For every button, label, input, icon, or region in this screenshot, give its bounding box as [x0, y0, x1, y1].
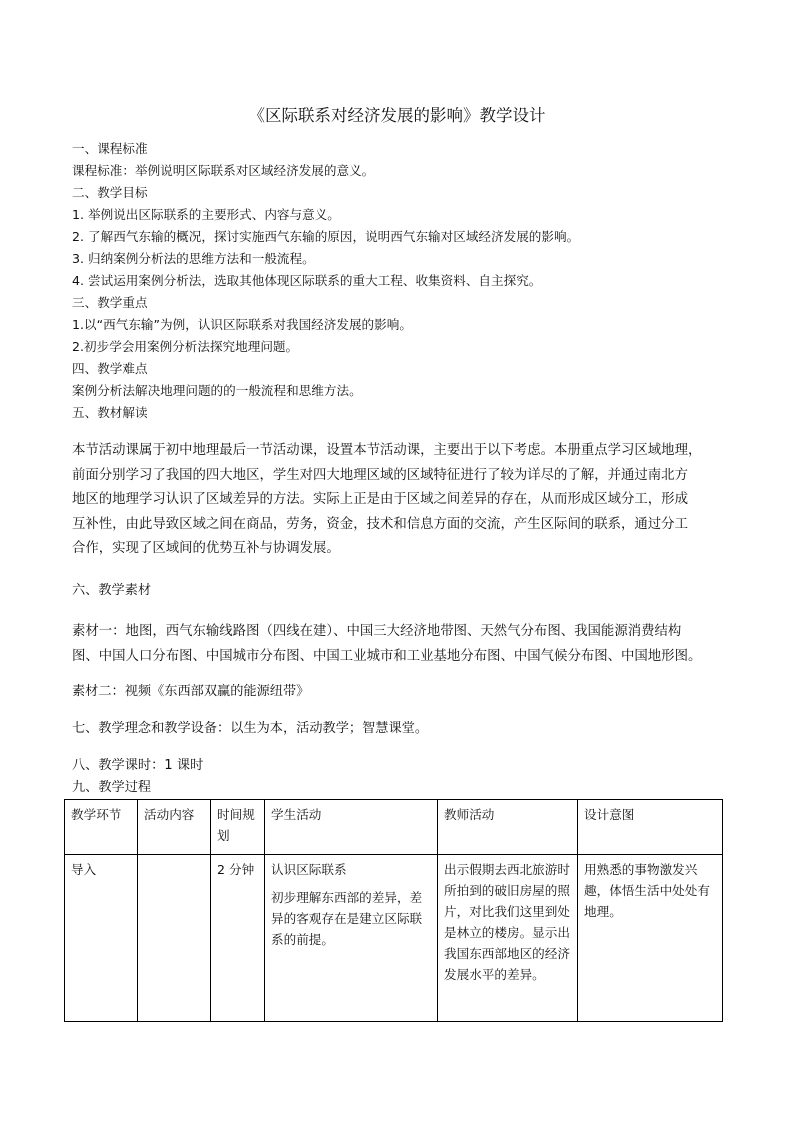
paragraph-line: 互补性，由此导致区域之间在商品，劳务，资金，技术和信息方面的交流，产生区际间的联系，通过分工 [72, 516, 688, 532]
section-philosophy-equipment: 七、教学理念和教学设备：以生为本，活动教学；智慧课堂。 [72, 721, 429, 736]
paragraph-line: 合作，实现了区域间的优势互补与协调发展。 [72, 541, 340, 556]
material-one-paragraph [72, 620, 724, 669]
header-cell-content: 活动内容 [138, 800, 211, 855]
difficulty-text: 案例分析法解决地理问题的的一般流程和思维方法。 [72, 383, 362, 398]
paragraph-line: 图、中国人口分布图、中国城市分布图、中国工业城市和工业基地分布图、中国气候分布图、中国地形图。 [72, 648, 702, 664]
teaching-process-table [64, 799, 723, 1022]
section-heading-textbook: 五、教材解读 [72, 405, 148, 420]
key-point-item: 1.以“西气东输”为例，认识区际联系对我国经济发展的影响。 [72, 317, 412, 332]
material-two-text: 素材二：视频《东西部双赢的能源纽带》 [72, 684, 310, 699]
section-class-hours: 八、教学课时：1 课时 [72, 758, 204, 773]
objective-item: 1. 举例说出区际联系的主要形式、内容与意义。 [72, 207, 340, 222]
curriculum-standard-text: 课程标准：举例说明区际联系对区域经济发展的意义。 [72, 163, 375, 178]
section-heading-key-points: 三、教学重点 [72, 295, 148, 310]
student-activity-title: 认识区际联系 [271, 862, 347, 877]
paragraph-line: 本节活动课属于初中地理最后一节活动课，设置本节活动课，主要出于以下考虑。本册重点学习区域地理， [72, 443, 702, 458]
paragraph-line: 前面分别学习了我国的四大地区，学生对四大地理区域的区域特征进行了较为详尽的了解，并通过南北方 [72, 467, 688, 483]
cell-content [138, 855, 211, 1022]
document-title: 《区际联系对经济发展的影响》教学设计 [248, 106, 546, 125]
header-cell-stage: 教学环节 [65, 800, 138, 855]
section-heading-process: 九、教学过程 [72, 780, 152, 795]
textbook-interpretation-paragraph [72, 439, 724, 562]
cell-intent: 用熟悉的事物激发兴趣，体悟生活中处处有地理。 [578, 855, 723, 1022]
paragraph-line: 地区的地理学习认识了区域差异的方法。实际上正是由于区域之间差异的存在，从而形成区域分工，形成 [72, 492, 688, 507]
header-cell-time: 时间规划 [211, 800, 265, 855]
section-heading-objectives: 二、教学目标 [72, 185, 148, 200]
table-row [65, 855, 723, 1022]
header-cell-intent: 设计意图 [578, 800, 723, 855]
objective-item: 2. 了解西气东输的概况，探讨实施西气东输的原因，说明西气东输对区域经济发展的影响。 [72, 229, 580, 244]
header-cell-student: 学生活动 [265, 800, 438, 855]
cell-stage: 导入 [65, 855, 138, 1022]
section-heading-difficulties: 四、教学难点 [72, 361, 148, 376]
paragraph-line: 素材一：地图，西气东输线路图（四线在建）、中国三大经济地带图、天然气分布图、我国能源消费结构 [72, 624, 682, 639]
objective-item: 3. 归纳案例分析法的思维方法和一般流程。 [72, 251, 315, 266]
student-activity-desc: 初步理解东西部的差异，差异的客观存在是建立区际联系的前提。 [271, 890, 423, 947]
table-header-row [65, 800, 723, 855]
section-heading-materials: 六、教学素材 [72, 583, 152, 598]
objective-item: 4. 尝试运用案例分析法，选取其他体现区际联系的重大工程、收集资料、自主探究。 [72, 273, 542, 288]
header-cell-teacher: 教师活动 [438, 800, 578, 855]
cell-time: 2 分钟 [211, 855, 265, 1022]
section-heading-curriculum: 一、课程标准 [72, 141, 148, 156]
key-point-item: 2.初步学会用案例分析法探究地理问题。 [72, 339, 299, 354]
cell-student [265, 855, 438, 1022]
cell-teacher: 出示假期去西北旅游时所拍到的破旧房屋的照片，对比我们这里到处是林立的楼房。显示出我国东西部地区的经济发展水平的差异。 [438, 855, 578, 1022]
